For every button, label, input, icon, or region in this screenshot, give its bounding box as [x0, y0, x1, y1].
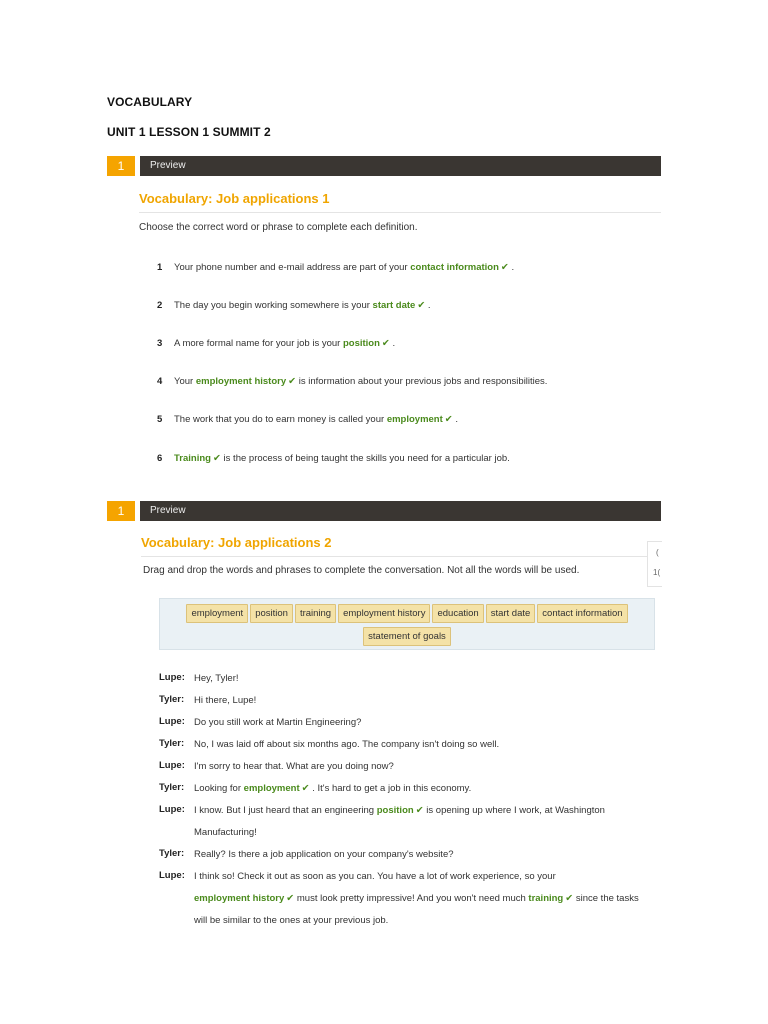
answer-text[interactable]: employment history — [195, 376, 287, 387]
question-text: . — [389, 338, 396, 349]
check-icon: ✔ — [417, 300, 426, 311]
dialogue-text-segment: I think so! Check it out as soon as you can. You have a lot of work experience, so your — [194, 871, 556, 882]
section2-title: Vocabulary: Job applications 2 — [141, 535, 332, 550]
question-text: The day you begin working somewhere is your — [174, 300, 373, 311]
check-icon: ✔ — [212, 453, 221, 464]
section1-preview-label: Preview — [140, 156, 661, 176]
dialogue-turn — [159, 800, 659, 844]
dialogue-text — [194, 866, 659, 932]
section2-instruction: Drag and drop the words and phrases to complete the conversation. Not all the words will be used. — [143, 565, 580, 576]
dialogue-line — [194, 778, 659, 800]
dialogue-text-segment: Looking for — [194, 783, 244, 794]
dialogue-line — [194, 844, 659, 866]
question-number: 2 — [157, 300, 163, 311]
cut-off-side-panel — [647, 541, 662, 587]
answer-text[interactable]: employment — [386, 414, 443, 425]
dialogue-text-segment: Hi there, Lupe! — [194, 695, 257, 706]
dialogue-line — [194, 822, 659, 844]
dialogue-line — [194, 888, 659, 910]
check-icon: ✔ — [500, 262, 509, 273]
question-text: is information about your previous jobs and responsibilities. — [296, 376, 548, 387]
answer-text[interactable]: employment history — [194, 893, 285, 904]
word-chip[interactable]: contact information — [537, 604, 627, 623]
question-text: Your — [174, 376, 196, 387]
dialogue-turn — [159, 778, 659, 800]
check-icon: ✔ — [381, 338, 390, 349]
question-text: The work that you do to earn money is called your — [174, 414, 387, 425]
section2-header-bar — [107, 501, 661, 521]
question-item — [157, 453, 510, 464]
question-text: . — [452, 414, 459, 425]
question-item — [157, 376, 547, 387]
speaker-label: Lupe: — [159, 760, 185, 771]
section1-title: Vocabulary: Job applications 1 — [139, 191, 330, 206]
document-subheading: UNIT 1 LESSON 1 SUMMIT 2 — [107, 125, 271, 139]
word-chip[interactable]: employment — [186, 604, 248, 623]
question-number: 4 — [157, 376, 163, 387]
dialogue-turn — [159, 756, 659, 778]
speaker-label: Tyler: — [159, 738, 185, 749]
dialogue-text-segment: Really? Is there a job application on your company's website? — [194, 849, 454, 860]
word-chip[interactable]: start date — [486, 604, 536, 623]
side-panel-char: 1( — [653, 568, 661, 577]
answer-text[interactable]: position — [376, 805, 414, 816]
question-text: A more formal name for your job is your — [174, 338, 343, 349]
check-icon: ✔ — [286, 893, 295, 904]
word-bank-chips — [160, 599, 654, 646]
dialogue-line — [194, 910, 659, 932]
word-chip[interactable]: position — [250, 604, 293, 623]
check-icon: ✔ — [301, 783, 310, 794]
side-panel-char: ( — [656, 548, 659, 557]
dialogue-text-segment: must look pretty impressive! And you won't need much — [294, 893, 529, 904]
dialogue-text-segment: I know. But I just heard that an engineering — [194, 805, 377, 816]
answer-text[interactable]: training — [528, 893, 564, 904]
answer-text[interactable]: contact information — [410, 262, 499, 273]
word-chip[interactable]: employment history — [338, 604, 430, 623]
check-icon: ✔ — [288, 376, 297, 387]
section2-title-rule — [141, 556, 647, 557]
section1-number-badge: 1 — [107, 156, 135, 176]
dialogue-line — [194, 800, 659, 822]
dialogue-text-segment: Hey, Tyler! — [194, 673, 239, 684]
speaker-label: Lupe: — [159, 672, 185, 683]
dialogue-line — [194, 690, 659, 712]
question-number: 3 — [157, 338, 163, 349]
dialogue-text — [194, 668, 659, 690]
dialogue-turn — [159, 712, 659, 734]
dialogue-line — [194, 712, 659, 734]
dialogue-text-segment: No, I was laid off about six months ago. The company isn't doing so well. — [194, 739, 500, 750]
question-number: 5 — [157, 414, 163, 425]
answer-text[interactable]: Training — [174, 453, 211, 464]
speaker-label: Tyler: — [159, 848, 185, 859]
word-chip[interactable]: statement of goals — [363, 627, 451, 646]
section1-title-rule — [139, 212, 661, 213]
dialogue-turn — [159, 866, 659, 932]
dialogue-text-segment: since the tasks — [573, 893, 639, 904]
question-item — [157, 338, 395, 349]
dialogue-turn — [159, 668, 659, 690]
dialogue-text-segment: I'm sorry to hear that. What are you doing now? — [194, 761, 394, 772]
section2-preview-label: Preview — [140, 501, 661, 521]
dialogue-text — [194, 844, 659, 866]
question-item — [157, 414, 458, 425]
section2-number-badge: 1 — [107, 501, 135, 521]
dialogue-text — [194, 690, 659, 712]
question-text: Your phone number and e-mail address are part of your — [174, 262, 411, 273]
dialogue-text-segment: . It's hard to get a job in this economy. — [309, 783, 472, 794]
speaker-label: Lupe: — [159, 716, 185, 727]
section1-instruction: Choose the correct word or phrase to complete each definition. — [139, 222, 418, 233]
dialogue-text-segment: Do you still work at Martin Engineering? — [194, 717, 362, 728]
answer-text[interactable]: start date — [372, 300, 416, 311]
dialogue-text-segment: is opening up where I work, at Washington — [423, 805, 605, 816]
document-heading: VOCABULARY — [107, 95, 193, 109]
dialogue-line — [194, 668, 659, 690]
question-text: . — [508, 262, 515, 273]
dialogue-turn — [159, 844, 659, 866]
dialogue-turn — [159, 734, 659, 756]
check-icon: ✔ — [444, 414, 453, 425]
dialogue-text — [194, 778, 659, 800]
question-number: 1 — [157, 262, 163, 273]
word-chip[interactable]: education — [432, 604, 483, 623]
section1-header-bar — [107, 156, 661, 176]
speaker-label: Lupe: — [159, 870, 185, 881]
dialogue-text-segment: Manufacturing! — [194, 827, 257, 838]
dialogue-line — [194, 756, 659, 778]
dialogue-text — [194, 756, 659, 778]
dialogue-line — [194, 866, 659, 888]
check-icon: ✔ — [415, 805, 424, 816]
speaker-label: Tyler: — [159, 694, 185, 705]
answer-text[interactable]: position — [342, 338, 380, 349]
dialogue-text — [194, 734, 659, 756]
speaker-label: Tyler: — [159, 782, 185, 793]
dialogue-text — [194, 712, 659, 734]
speaker-label: Lupe: — [159, 804, 185, 815]
word-bank — [159, 598, 655, 650]
answer-text[interactable]: employment — [243, 783, 300, 794]
question-text: is the process of being taught the skills you need for a particular job. — [220, 453, 510, 464]
word-chip[interactable]: training — [295, 604, 336, 623]
dialogue-text-segment: will be similar to the ones at your previous job. — [194, 915, 389, 926]
question-text: . — [425, 300, 431, 311]
question-item — [157, 300, 431, 311]
dialogue-line — [194, 734, 659, 756]
question-number: 6 — [157, 453, 163, 464]
dialogue-text — [194, 800, 659, 844]
dialogue-turn — [159, 690, 659, 712]
check-icon: ✔ — [565, 893, 574, 904]
question-item — [157, 262, 514, 273]
